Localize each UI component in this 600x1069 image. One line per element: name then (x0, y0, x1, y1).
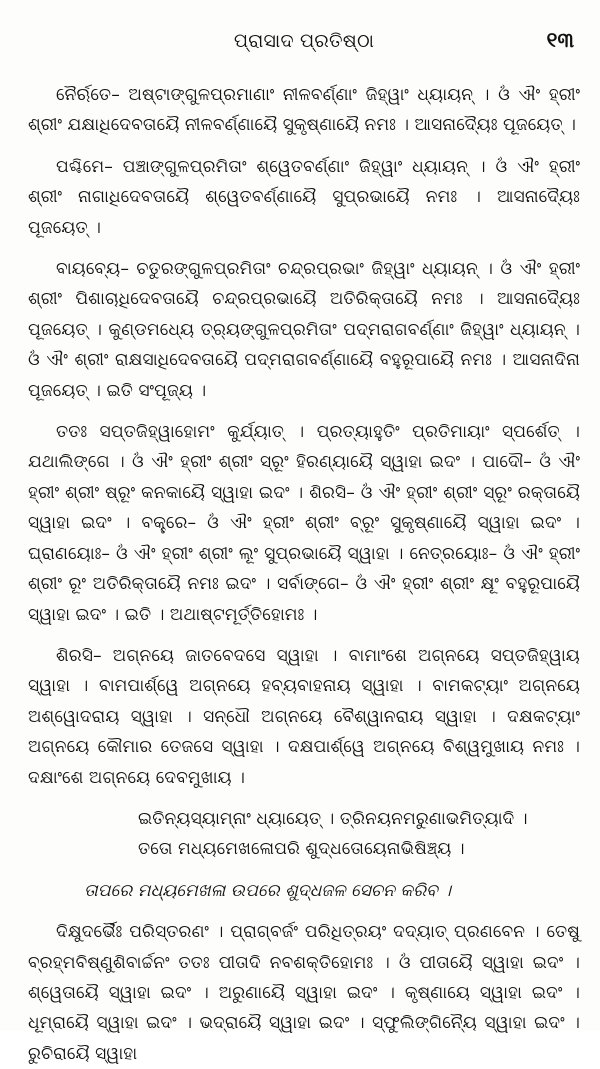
page-number: ୧୩ (546, 28, 574, 52)
paragraph-final: ଦିକ୍ଷୁଦର୍ଭୈଃ ପରିସ୍ତରଣଂ । ପ୍ରାଗ୍‌ବର୍ଜଂ ପରିଧିତ୍ରୟଂ ଦଦ୍ୟାତ୍ ପ୍ରଣବେନ । ତେଷୁ ବ୍ରହ୍ମବିଷ୍ଣୁଶିବାର୍ଚ୍ଚନଂ ତତଃ ପୀତାଦି ନବଶକ୍ତିହୋମଃ । ଓଁ ପୀତାୟୈ ସ୍ୱାହା ଇଦଂ । ଶ୍ୱେତାୟୈ ସ୍ୱାହା ଇଦଂ । ଅରୁଣାୟୈ ସ୍ୱାହା ଇଦଂ । କୃଷ୍ଣାୟେ ସ୍ୱାହା ଇଦଂ । ଧୂମ୍ରାୟୈ ସ୍ୱାହା ଇଦଂ । ଭଦ୍ରାୟୈ ସ୍ୱାହା ଇଦଂ । ସ୍ଫୁଲିଙ୍ଗିନ୍ୟୈ ସ୍ୱାହା ଇଦଂ । ରୁଚିରାୟୈ ସ୍ୱାହା (28, 922, 580, 1064)
paragraph-shirasi: ଶିରସି– ଅଗ୍ନୟେ ଜାତବେଦସେ ସ୍ୱାହା । ବାମାଂଶେ ଅଗ୍ନୟେ ସପ୍ତଜିହ୍ୱାୟ ସ୍ୱାହା । ବାମପାର୍ଶ୍ୱେ ଅଗ୍ନୟେ ହବ୍ୟବାହନାୟ ସ୍ୱାହା । ବାମକଟ୍ୟାଂ ଅଗ୍ନୟେ ଅଶ୍ୱୋଦରାୟ ସ୍ୱାହା । ସନ୍ଧୌ ଅଗ୍ନୟେ ବୈଶ୍ୱାନରାୟ ସ୍ୱାହା । ଦକ୍ଷକଟ୍ୟାଂ ଅଗ୍ନୟେ କୌମାର ତେଜସେ ସ୍ୱାହା । ଦକ୍ଷପାର୍ଶ୍ୱେ ଅଗ୍ନୟେ ବିଶ୍ୱମୁଖାୟ ନମଃ । ଦକ୍ଷାଂଶେ ଅଗ୍ନୟେ ଦେବମୁଖାୟ । (28, 645, 580, 788)
paragraph-nairrite: ନୈର୍ଋତେ– ଅଷ୍ଟାଙ୍ଗୁଳପ୍ରମାଣାଂ ନୀଳବର୍ଣ୍ଣାଂ ଜିହ୍ୱାଂ ଧ୍ୟାୟନ୍ । ଓଁ ଐଂ ହ୍ରୀଂ ଶ୍ରୀଂ ଯକ୍ଷାଧିଦେବତାୟୈ ନୀଳବର୍ଣ୍ଣାୟୈ ସୁକୃଷ୍ଣାୟୈ ନମଃ । ଆସନାଦ୍ୟୈଃ ପୂଜୟେତ୍ । (28, 85, 580, 136)
verse-line: ତତୋ ମଧ୍ୟମେଖଳୋପରି ଶୁଦ୍ଧତୋୟେନାଭିଷିଞ୍ଚ୍ୟ । (138, 839, 465, 860)
paragraph-pashchime: ପଶ୍ଚିମେ– ପଞ୍ଚାଙ୍ଗୁଳପ୍ରମିତାଂ ଶ୍ୱେତବର୍ଣ୍ଣାଂ ଜିହ୍ୱାଂ ଧ୍ୟାୟନ୍ । ଓଁ ଐଂ ହ୍ରୀଂ ଶ୍ରୀଂ ନାଗାଧିଦେବତାୟୈ ଶ୍ୱେତବର୍ଣ୍ଣାୟୈ ସୁପ୍ରଭାୟୈ ନମଃ । ଆସନାଦ୍ୟୈଃ ପୂଜୟେତ୍ । (28, 156, 580, 238)
running-header (28, 26, 580, 66)
verse-block (28, 804, 580, 865)
verse-line: ଇତିନ୍ୟସ୍ୟାମ୍ନାଂ ଧ୍ୟାୟେତ୍ । ତ୍ରିନୟନମରୁଣାଭମିତ୍ୟାଦି । (138, 808, 528, 829)
paragraph-saptajihva-homa: ତତଃ ସପ୍ତଜିହ୍ୱାହୋମଂ କୁର୍ଯ୍ୟାତ୍ । ପ୍ରତ୍ୟାହୁତିଂ ପ୍ରତିମାୟାଂ ସ୍ପର୍ଶେତ୍ । ଯଥାଲିଙ୍ଗେ । ଓଁ ଐଂ ହ୍ରୀଂ ଶ୍ରୀଂ ସ୍ରୂଂ ହିରଣ୍ୟାୟୈ ସ୍ୱାହା ଇଦଂ । ପାଦୌ– ଓଁ ଐଂ ହ୍ରୀଂ ଶ୍ରୀଂ ଷ୍ରୂଂ କନକାୟୈ ସ୍ୱାହା ଇଦଂ । ଶିରସି– ଓଁ ଐଂ ହ୍ରୀଂ ଶ୍ରୀଂ ସ୍ରୂଂ ରକ୍ତାୟୈ ସ୍ୱାହା ଇଦଂ । ବକ୍ତ୍ରେ– ଓଁ ଐଂ ହ୍ରୀଂ ଶ୍ରୀଂ ବ୍ରୂଂ ସୁକୃଷ୍ଣାୟୈ ସ୍ୱାହା ଇଦଂ । ଘ୍ରାଣୟୋଃ– ଓଁ ଐଂ ହ୍ରୀଂ ଶ୍ରୀଂ ଲୂଂ ସୁପ୍ରଭାୟୈ ସ୍ୱାହା । ନେତ୍ରୟୋଃ– ଓଁ ଐଂ ହ୍ରୀଂ ଶ୍ରୀଂ ରୂଂ ଅତିରିକ୍ତାୟୈ ନମଃ ଇଦଂ । ସର୍ବାଙ୍ଗେ– ଓଁ ଐଂ ହ୍ରୀଂ ଶ୍ରୀଂ କ୍ଷୂଂ ବହୁରୂପାୟୈ ସ୍ୱାହା ଇଦଂ । ଇତି । ଅଥାଷ୍ଟମୂର୍ତ୍ତିହୋମଃ । (28, 422, 580, 625)
paragraph-vayavye: ବାୟବ୍ୟେ– ଚତୁରଙ୍ଗୁଳପ୍ରମିତାଂ ଚନ୍ଦ୍ରପ୍ରଭାଂ ଜିହ୍ୱାଂ ଧ୍ୟାୟନ୍ । ଓଁ ଐଂ ହ୍ରୀଂ ଶ୍ରୀଂ ପିଶାଚାଧିଦେବତାୟୈ ଚନ୍ଦ୍ରପ୍ରଭାୟୈ ଅତିରିକ୍ତାୟୈ ନମଃ । ଆସନାଦ୍ୟୈଃ ପୂଜୟେତ୍ । କୁଣ୍ଡମଧ୍ୟେ ତ୍ର୍ୟଙ୍ଗୁଳପ୍ରମିତାଂ ପଦ୍ମରାଗବର୍ଣ୍ଣାଂ ଜିହ୍ୱାଂ ଧ୍ୟାୟନ୍ । ଓଁ ଐଂ ଶ୍ରୀଂ ରାକ୍ଷସାଧିଦେବତାୟୈ ପଦ୍ମରାଗବର୍ଣ୍ଣାୟୈ ବହୁରୂପାୟୈ ନମଃ । ଆସନାଦିନା ପୂଜୟେତ୍ । ଇତି ସଂପୂଜ୍ୟ । (28, 259, 580, 401)
translation-note: ତାପରେ ମଧ୍ୟମେଖଳା ଉପରେ ଶୁଦ୍ଧଜଳ ସେଚନ କରିବ । (84, 880, 451, 901)
running-title: ପ୍ରାସାଦ ପ୍ରତିଷ୍ଠା (233, 30, 375, 52)
body-text (28, 80, 580, 1069)
